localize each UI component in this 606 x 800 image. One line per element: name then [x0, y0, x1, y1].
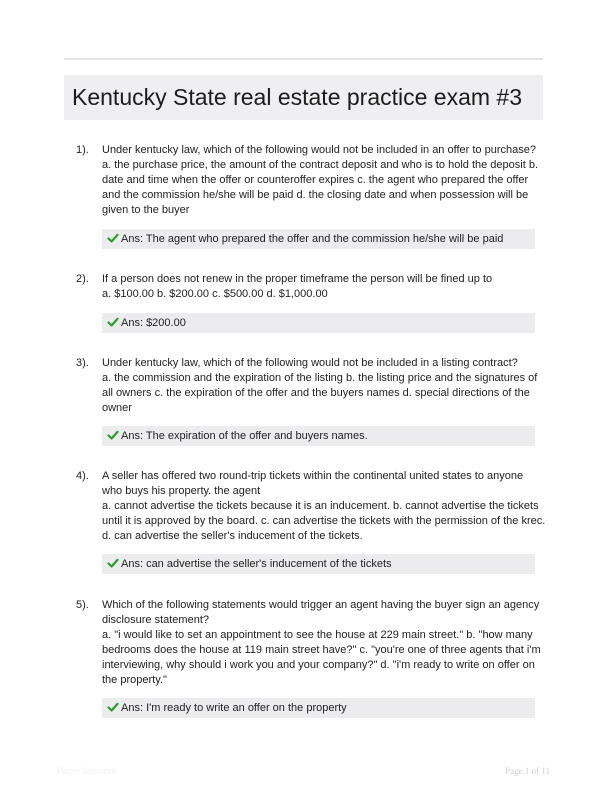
question-number: 3). [76, 357, 89, 369]
answer-box [102, 698, 535, 718]
question-line: a. the purchase price, the amount of the contract deposit and who is to hold the deposit b. [102, 159, 538, 171]
question-text [102, 356, 542, 416]
question-text [102, 143, 542, 218]
answer-text: Ans: The expiration of the offer and buyers names. [121, 430, 368, 442]
question-number: 2). [76, 273, 89, 285]
checkmark-icon [107, 429, 119, 441]
title-banner [64, 75, 543, 120]
checkmark-icon [107, 557, 119, 569]
question-line: until it is approved by the board. c. can advertise the tickets with the permission of the krec. [102, 515, 546, 527]
question-line: disclosure statement? [102, 614, 209, 626]
checkmark-icon [107, 232, 119, 244]
question-line: d. can advertise the seller's inducement of the tickets. [102, 530, 363, 542]
question-line: all owners c. the expiration of the offer and the buyers names d. special directions of the [102, 387, 530, 399]
page-title: Kentucky State real estate practice exam #3 [72, 84, 523, 110]
question-line: who buys his property. the agent [102, 485, 261, 497]
question-line: Which of the following statements would trigger an agent having the buyer sign an agency [102, 599, 540, 611]
question-number: 1). [76, 144, 89, 156]
checkmark-icon [107, 316, 119, 328]
question-line: bedrooms does the house at 119 main street have?" c. "you're one of three agents that i'm [102, 644, 541, 656]
answer-box [102, 554, 535, 574]
question-line: owner [102, 402, 132, 414]
question-line: date and time when the offer or counteroffer expires c. the agent who prepared the offer [102, 174, 529, 186]
question-line: Under kentucky law, which of the following would not be included in an offer to purchase? [102, 144, 536, 156]
question-line: interviewing, why should i work you and your company?" d. "i'm ready to write on offer on [102, 659, 535, 671]
question-line: and the commission he/she will be paid d. the closing date and when possession will be [102, 189, 529, 201]
footer-watermark: PaperSite.com [57, 766, 117, 776]
question-text [102, 598, 542, 688]
question-line: a. "i would like to set an appointment to see the house at 229 main street." b. "how many [102, 629, 533, 641]
answer-text: Ans: I'm ready to write an offer on the property [121, 702, 347, 714]
question-line: the property." [102, 674, 167, 686]
question-number: 4). [76, 470, 89, 482]
question-line: a. cannot advertise the tickets because it is an inducement. b. cannot advertise the tickets [102, 500, 539, 512]
top-divider [64, 58, 543, 60]
question-line: Under kentucky law, which of the following would not be included in a listing contract? [102, 357, 518, 369]
answer-box [102, 426, 535, 446]
page-number: Page 1 of 11 [505, 766, 550, 776]
question-text [102, 469, 546, 544]
answer-box [102, 229, 535, 249]
question-line: a. $100.00 b. $200.00 c. $500.00 d. $1,000.00 [102, 288, 328, 300]
question-number: 5). [76, 599, 89, 611]
answer-text: Ans: $200.00 [121, 317, 186, 329]
answer-text: Ans: The agent who prepared the offer and the commission he/she will be paid [121, 233, 504, 245]
question-text [102, 272, 542, 302]
question-line: A seller has offered two round-trip tickets within the continental united states to anyone [102, 470, 524, 482]
answer-box [102, 313, 535, 333]
question-line: If a person does not renew in the proper timeframe the person will be fined up to [102, 273, 493, 285]
question-line: given to the buyer [102, 204, 190, 216]
question-line: a. the commission and the expiration of the listing b. the listing price and the signatures of [102, 372, 538, 384]
checkmark-icon [107, 701, 119, 713]
answer-text: Ans: can advertise the seller's inducement of the tickets [121, 558, 392, 570]
